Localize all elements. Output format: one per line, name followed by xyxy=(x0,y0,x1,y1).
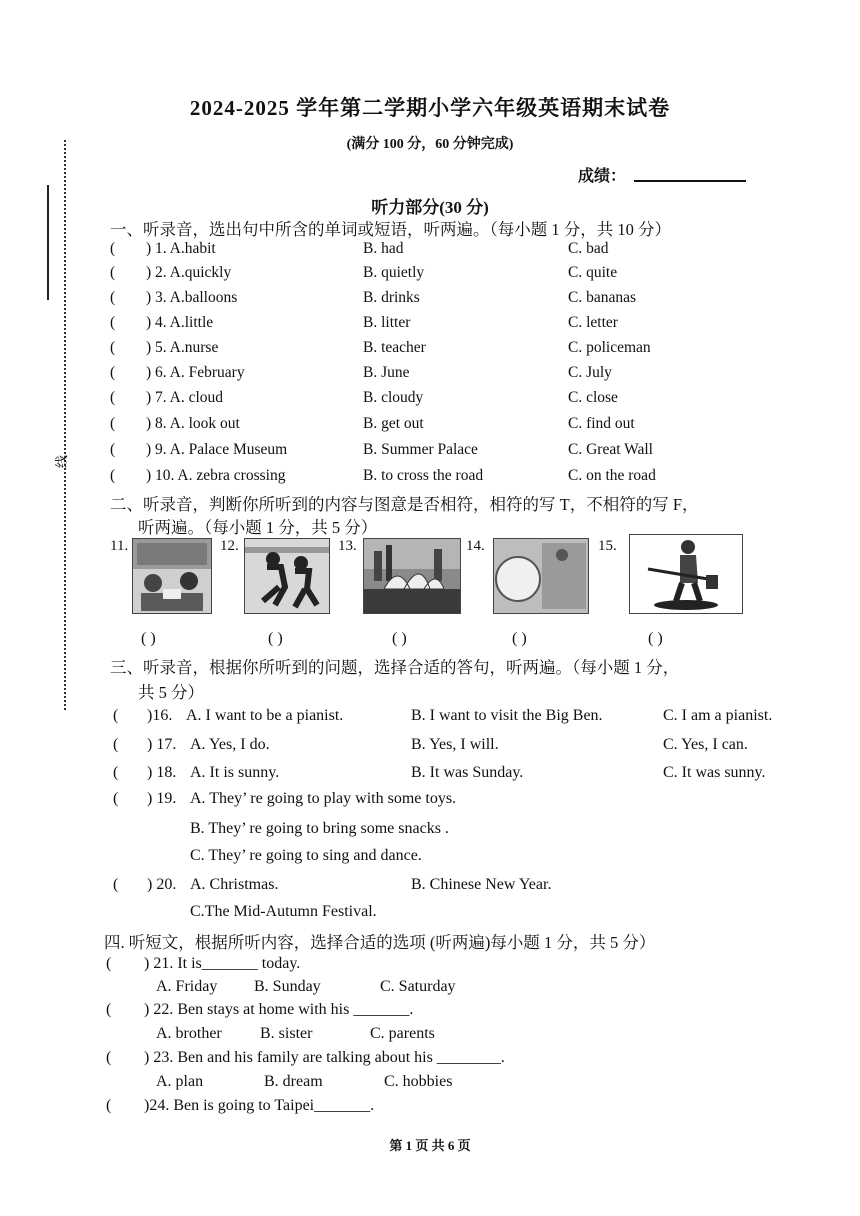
picture-number: 12. xyxy=(220,538,239,554)
question-stem: ) 21. It is_______ today. xyxy=(144,955,301,972)
question-option-c: C. Great Wall xyxy=(568,441,653,458)
answer-paren[interactable]: ( xyxy=(106,1097,112,1114)
question-option-a: ) 4. A.little xyxy=(146,314,214,331)
answer-paren[interactable]: ( ) xyxy=(512,630,527,647)
answer-paren[interactable]: ( xyxy=(113,736,119,753)
question-option-b: B. had xyxy=(363,240,404,257)
question-row xyxy=(110,389,810,413)
answer-paren[interactable]: ( xyxy=(110,467,116,484)
question-option-b: B. They’ re going to bring some snacks . xyxy=(190,820,449,837)
picture-12-running-kids xyxy=(244,538,330,614)
answer-paren[interactable]: ( xyxy=(106,1001,112,1018)
question-row xyxy=(110,289,810,313)
question-option-b: B. sister xyxy=(260,1025,313,1042)
answer-paren[interactable]: ( xyxy=(113,764,119,781)
picture-number: 11. xyxy=(110,538,129,554)
question-option-c: C. letter xyxy=(568,314,618,331)
question-option-b: B. June xyxy=(363,364,410,381)
answer-paren[interactable]: ( xyxy=(110,441,116,458)
answer-paren[interactable]: ( xyxy=(110,364,116,381)
picture-number: 15. xyxy=(598,538,617,554)
binding-margin-char: 线 xyxy=(54,454,70,469)
question-stem: ) 22. Ben stays at home with his _______. xyxy=(144,1001,414,1018)
reading-kids-icon xyxy=(133,539,211,613)
question-option-b: B. get out xyxy=(363,415,424,432)
question-option-a: ) 2. A.quickly xyxy=(146,264,232,281)
question-option-c: C. hobbies xyxy=(384,1073,453,1090)
score-label: 成绩： xyxy=(578,168,627,185)
section2-heading-line2: 听两遍。（每小题 1 分，共 5 分） xyxy=(138,518,378,537)
question-row xyxy=(110,364,810,388)
question-option-a: ) 3. A.balloons xyxy=(146,289,238,306)
answer-paren[interactable]: ( xyxy=(113,707,119,724)
question-stem: ) 23. Ben and his family are talking about his ________. xyxy=(144,1049,505,1066)
answer-paren[interactable]: ( ) xyxy=(392,630,407,647)
question-option-a: A. brother xyxy=(156,1025,222,1042)
question-stem: )24. Ben is going to Taipei_______. xyxy=(144,1097,375,1114)
question-option-b: B. teacher xyxy=(363,339,426,356)
section2-heading-line1: 二、听录音，判断你所听到的内容与图意是否相符，相符的写 T，不相符的写 F， xyxy=(110,495,699,514)
picture-15-worker-digging xyxy=(629,534,743,614)
mirror-icon xyxy=(494,539,588,613)
answer-paren[interactable]: ( xyxy=(110,314,116,331)
question-number: )16. xyxy=(147,707,173,724)
question-option-c: C. parents xyxy=(370,1025,435,1042)
question-option-a: ) 6. A. February xyxy=(146,364,245,381)
question-option-a: ) 8. A. look out xyxy=(146,415,240,432)
digging-worker-icon xyxy=(630,535,742,613)
question-row xyxy=(110,415,810,439)
question-option-c: C. Yes, I can. xyxy=(663,736,748,753)
question-option-c: C. bananas xyxy=(568,289,637,306)
question-option-a: ) 10. A. zebra crossing xyxy=(146,467,286,484)
opera-house-icon xyxy=(364,539,460,613)
question-row xyxy=(110,264,810,288)
question-option-c: C. quite xyxy=(568,264,618,281)
running-kids-icon xyxy=(245,539,329,613)
question-option-b: B. I want to visit the Big Ben. xyxy=(411,707,603,724)
question-option-a: A. plan xyxy=(156,1073,204,1090)
question-option-a: A. It is sunny. xyxy=(190,764,280,781)
answer-paren[interactable]: ( ) xyxy=(268,630,283,647)
question-option-c: C. on the road xyxy=(568,467,656,484)
question-option-c: C. It was sunny. xyxy=(663,764,766,781)
question-option-a: ) 7. A. cloud xyxy=(146,389,224,406)
answer-paren[interactable]: ( xyxy=(113,790,119,807)
picture-number: 13. xyxy=(338,538,357,554)
exam-subtitle: (满分 100 分，60 分钟完成) xyxy=(346,137,514,152)
question-option-b: B. Sunday xyxy=(254,978,321,995)
picture-14-mirror xyxy=(493,538,589,614)
question-row xyxy=(110,467,810,491)
answer-paren[interactable]: ( xyxy=(110,264,116,281)
question-row xyxy=(110,339,810,363)
question-option-c: C. July xyxy=(568,364,612,381)
picture-11-reading-kids xyxy=(132,538,212,614)
question-option-b: B. drinks xyxy=(363,289,420,306)
question-option-c: C.The Mid-Autumn Festival. xyxy=(190,903,377,920)
question-number: ) 19. xyxy=(147,790,177,807)
question-option-a: ) 1. A.habit xyxy=(146,240,216,257)
section3-heading-line2: 共 5 分） xyxy=(138,683,204,702)
question-option-c: C. policeman xyxy=(568,339,651,356)
question-number: ) 17. xyxy=(147,736,177,753)
question-option-b: B. Summer Palace xyxy=(363,441,478,458)
question-option-b: B. cloudy xyxy=(363,389,424,406)
question-option-b: B. Yes, I will. xyxy=(411,736,499,753)
question-option-c: C. bad xyxy=(568,240,609,257)
answer-paren[interactable]: ( xyxy=(110,240,116,257)
question-option-a: A. Friday xyxy=(156,978,218,995)
picture-13-sydney-opera-house xyxy=(363,538,461,614)
answer-paren[interactable]: ( ) xyxy=(141,630,156,647)
question-option-b: B. dream xyxy=(264,1073,323,1090)
question-option-a: A. Yes, I do. xyxy=(190,736,270,753)
exam-title: 2024-2025 学年第二学期小学六年级英语期末试卷 xyxy=(189,96,671,120)
section3-heading-line1: 三、听录音，根据你所听到的问题，选择合适的答句，听两遍。（每小题 1 分， xyxy=(110,658,680,677)
question-option-b: B. quietly xyxy=(363,264,425,281)
question-option-b: B. litter xyxy=(363,314,411,331)
question-option-a: ) 5. A.nurse xyxy=(146,339,219,356)
section1-heading: 一、听录音，选出句中所含的单词或短语，听两遍。（每小题 1 分，共 10 分） xyxy=(110,220,671,239)
section4-heading: 四. 听短文，根据所听内容，选择合适的选项 (听两遍)每小题 1 分，共 5 分） xyxy=(104,933,656,952)
page-footer: 第 1 页 共 6 页 xyxy=(389,1138,471,1153)
answer-paren[interactable]: ( xyxy=(106,955,112,972)
question-option-c: C. find out xyxy=(568,415,635,432)
question-row xyxy=(110,441,810,465)
question-option-a: ) 9. A. Palace Museum xyxy=(146,441,288,458)
question-option-c: C. They’ re going to sing and dance. xyxy=(190,847,422,864)
question-option-b: B. It was Sunday. xyxy=(411,764,524,781)
listening-part-title: 听力部分(30 分) xyxy=(371,198,489,217)
answer-paren[interactable]: ( xyxy=(110,339,116,356)
answer-paren[interactable]: ( xyxy=(106,1049,112,1066)
question-option-a: A. They’ re going to play with some toys. xyxy=(190,790,457,807)
question-row xyxy=(110,240,810,264)
answer-paren[interactable]: ( xyxy=(110,289,116,306)
answer-paren[interactable]: ( xyxy=(110,389,116,406)
question-option-a: A. I want to be a pianist. xyxy=(186,707,344,724)
question-number: ) 20. xyxy=(147,876,177,893)
question-option-c: C. Saturday xyxy=(380,978,456,995)
question-option-c: C. close xyxy=(568,389,618,406)
question-row xyxy=(110,314,810,338)
binding-dotted-line xyxy=(64,140,66,710)
question-option-a: A. Christmas. xyxy=(190,876,279,893)
question-option-b: B. Chinese New Year. xyxy=(411,876,552,893)
score-blank[interactable] xyxy=(634,180,746,182)
answer-paren[interactable]: ( xyxy=(113,876,119,893)
question-option-c: C. I am a pianist. xyxy=(663,707,773,724)
answer-paren[interactable]: ( ) xyxy=(648,630,663,647)
question-number: ) 18. xyxy=(147,764,177,781)
picture-number: 14. xyxy=(466,538,485,554)
answer-paren[interactable]: ( xyxy=(110,415,116,432)
question-option-b: B. to cross the road xyxy=(363,467,484,484)
